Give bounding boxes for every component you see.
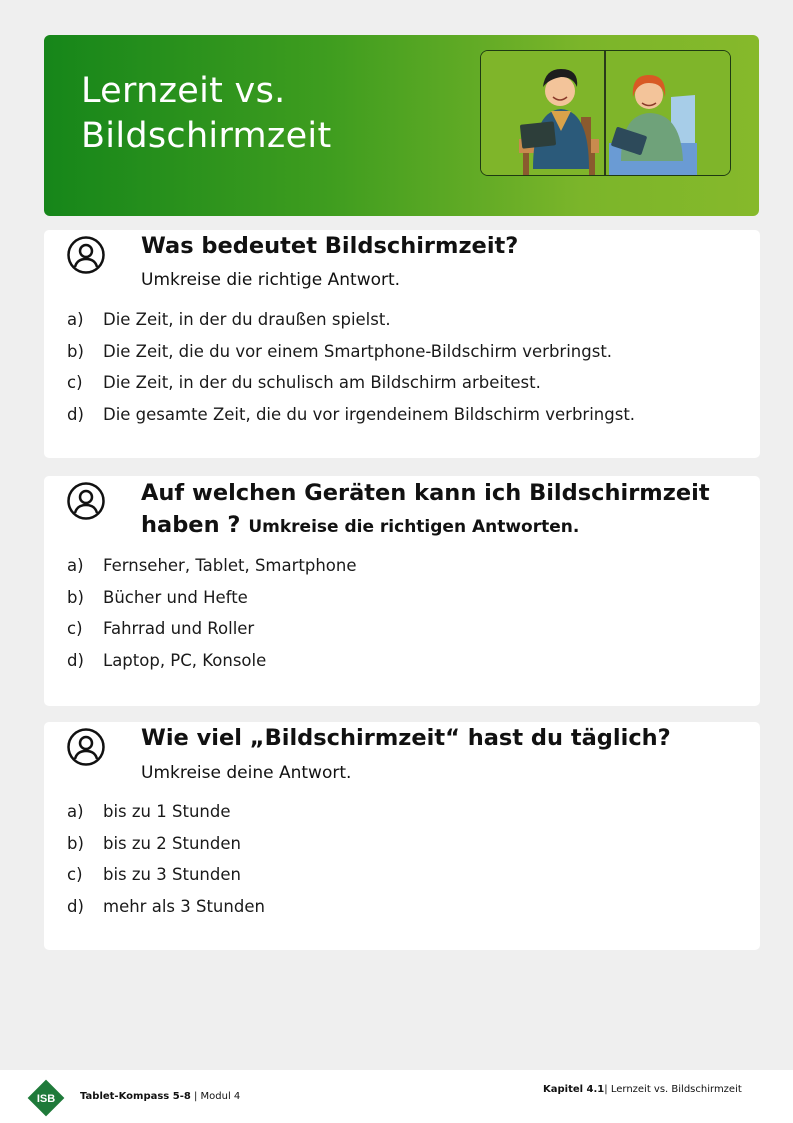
header-illustration <box>480 50 731 176</box>
option-text: Die gesamte Zeit, die du vor irgendeinem Bildschirm verbringst. <box>103 404 636 424</box>
answer-option[interactable] <box>67 832 265 864</box>
answer-option[interactable] <box>67 617 357 649</box>
option-text: bis zu 3 Stunden <box>103 865 241 884</box>
answer-option[interactable] <box>67 371 635 403</box>
option-label: b) <box>67 833 84 853</box>
person-icon <box>66 727 106 767</box>
header-banner <box>44 35 759 216</box>
answer-option[interactable] <box>67 800 265 832</box>
option-text: Laptop, PC, Konsole <box>103 650 267 670</box>
option-text: Die Zeit, die du vor einem Smartphone-Bildschirm verbringst. <box>103 341 613 361</box>
footer-left <box>80 1091 240 1102</box>
footer-chapter: Kapitel 4.1 <box>543 1084 605 1095</box>
option-label: d) <box>67 404 84 424</box>
option-text: Fernseher, Tablet, Smartphone <box>103 556 357 575</box>
option-text: bis zu 1 Stunde <box>103 802 231 821</box>
option-text: Die Zeit, in der du schulisch am Bildschirm arbeitest. <box>103 373 541 392</box>
footer-module: | Modul 4 <box>194 1091 241 1102</box>
question-card-3 <box>44 722 760 950</box>
person-icon <box>66 481 106 521</box>
option-text: bis zu 2 Stunden <box>103 833 241 853</box>
option-label: a) <box>67 556 84 575</box>
answer-option[interactable] <box>67 554 357 586</box>
title-line-2: Bildschirmzeit <box>81 116 332 156</box>
answer-options <box>67 308 635 434</box>
question-title: Was bedeutet Bildschirmzeit? <box>141 233 519 259</box>
question-instruction: Umkreise deine Antwort. <box>141 763 352 783</box>
answer-options <box>67 800 265 926</box>
question-title-line-1: Auf welchen Geräten kann ich Bildschirmzeit <box>141 480 710 506</box>
isb-logo <box>27 1079 65 1117</box>
question-title-line-2: haben ? <box>141 512 241 538</box>
logo-text: ISB <box>36 1093 56 1105</box>
option-label: c) <box>67 373 83 392</box>
answer-option[interactable] <box>67 308 635 340</box>
question-card-1 <box>44 230 760 458</box>
answer-option[interactable] <box>67 863 265 895</box>
page-footer <box>0 1070 793 1123</box>
footer-series: Tablet-Kompass 5-8 <box>80 1091 191 1102</box>
page-title <box>81 69 331 159</box>
answer-option[interactable] <box>67 403 635 435</box>
answer-options <box>67 554 357 680</box>
answer-option[interactable] <box>67 649 357 681</box>
option-label: c) <box>67 619 83 638</box>
person-icon <box>66 235 106 275</box>
question-card-2 <box>44 476 760 706</box>
answer-option[interactable] <box>67 340 635 372</box>
option-label: a) <box>67 802 84 821</box>
option-text: Fahrrad und Roller <box>103 619 255 638</box>
option-text: Bücher und Hefte <box>103 587 248 607</box>
option-label: a) <box>67 310 84 329</box>
option-label: c) <box>67 865 83 884</box>
question-instruction: Umkreise die richtigen Antworten. <box>248 517 580 537</box>
option-label: b) <box>67 341 84 361</box>
footer-chapter-title: | Lernzeit vs. Bildschirmzeit <box>604 1084 742 1095</box>
question-instruction: Umkreise die richtige Antwort. <box>141 270 401 290</box>
option-label: d) <box>67 896 84 916</box>
question-title <box>141 477 721 543</box>
footer-right <box>543 1084 742 1095</box>
option-label: d) <box>67 650 84 670</box>
answer-option[interactable] <box>67 586 357 618</box>
answer-option[interactable] <box>67 895 265 927</box>
option-text: mehr als 3 Stunden <box>103 896 265 916</box>
option-text: Die Zeit, in der du draußen spielst. <box>103 310 391 329</box>
title-line-1: Lernzeit vs. <box>81 71 286 111</box>
question-title: Wie viel „Bildschirmzeit“ hast du täglich? <box>141 725 671 751</box>
illustration-divider <box>604 51 606 175</box>
option-label: b) <box>67 587 84 607</box>
illustration-image <box>481 51 731 176</box>
